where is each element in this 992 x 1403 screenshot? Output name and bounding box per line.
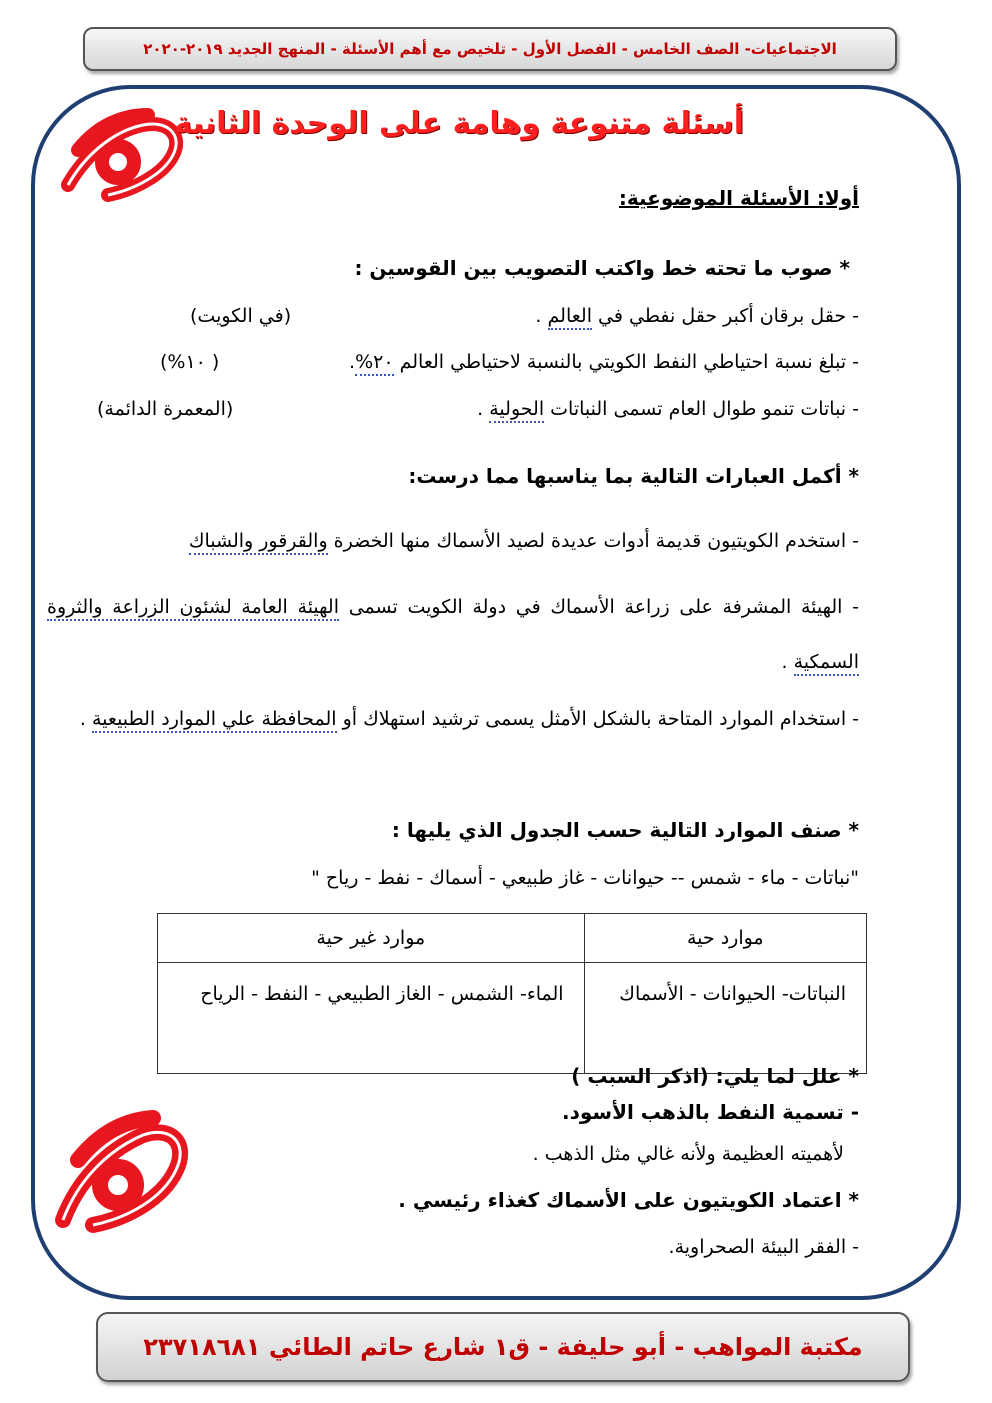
q1-item-2-marked: ٢٠% (355, 351, 393, 376)
header-text: الاجتماعيات- الصف الخامس - الفصل الأول - تلخيص مع أهم الأسئلة - المنهج الجديد ٢٠١٩-٢٠٢٠ (143, 40, 837, 58)
q2-item-3 (47, 692, 859, 747)
q1-item-3-text: - نباتات تنمو طوال العام تسمى النباتات (544, 398, 859, 420)
section-heading: أولا: الأسئلة الموضوعية: (618, 186, 859, 210)
q1-answer-3: (المعمرة الدائمة) (97, 398, 234, 420)
q2-item-3-text: - استخدام الموارد المتاحة بالشكل الأمثل يسمى ترشيد استهلاك أو (336, 708, 859, 730)
q3-instruction: * صنف الموارد التالية حسب الجدول الذي يليها : (391, 818, 859, 842)
q4-instruction: * علل لما يلي: (اذكر السبب ) (571, 1064, 859, 1088)
q1-item-1-marked: العالم (548, 305, 592, 330)
q1-item-2-post: . (349, 351, 356, 373)
q1-item-3 (477, 398, 859, 420)
q1-item-1-post: . (535, 305, 548, 327)
table-header-nonliving: موارد غير حية (158, 914, 585, 963)
q2-item-2-text: - الهيئة المشرفة على زراعة الأسماك في دولة الكويت تسمى (339, 596, 859, 618)
q1-item-1-text: - حقل برقان أكبر حقل نفطي في (591, 305, 859, 327)
q1-item-2 (349, 351, 859, 373)
q1-item-1 (535, 305, 859, 327)
q2-item-2 (47, 580, 859, 690)
q2-instruction: * أكمل العبارات التالية بما يناسبها مما درست: (408, 464, 859, 488)
classification-table (157, 913, 867, 1074)
q2-item-1-marked: والقرقور والشباك (189, 530, 328, 555)
q4-answer-2: - الفقر البيئة الصحراوية. (668, 1236, 859, 1258)
table-header-living: موارد حية (584, 914, 866, 963)
q1-answer-1: (في الكويت) (190, 305, 292, 327)
almawaheb-logo-icon-bottom (38, 1090, 198, 1255)
q1-item-3-post: . (477, 398, 490, 420)
q2-item-3-marked: المحافظة علي الموارد الطبيعية (92, 708, 337, 733)
q3-list: "نباتات - ماء - شمس -- حيوانات - غاز طبيعي - أسماك - نفط - رياح " (311, 867, 859, 889)
table-cell-living: النباتات- الحيوانات - الأسماك (584, 963, 866, 1074)
q1-answer-2: ( ١٠%) (160, 351, 220, 373)
footer-text: مكتبة المواهب - أبو حليفة - ق١ شارع حاتم الطائي ٢٣٧١٨٦٨١ (143, 1333, 863, 1361)
q4-item-1: - تسمية النفط بالذهب الأسود. (562, 1100, 859, 1124)
q4-answer-1: لأهميته العظيمة ولأنه غالي مثل الذهب . (532, 1143, 844, 1165)
q4-item-2: * اعتماد الكويتيون على الأسماك كغذاء رئيسي . (398, 1188, 859, 1212)
header-bar (83, 27, 897, 71)
footer-bar (96, 1312, 910, 1382)
page-title: أسئلة متنوعة وهامة على الوحدة الثانية (174, 106, 744, 141)
q2-item-1 (189, 530, 859, 552)
q1-item-2-text: - تبلغ نسبة احتياطي النفط الكويتي بالنسبة لاحتياطي العالم (393, 351, 859, 373)
q2-item-2-marked: الهيئة العامة لشئون الزراعة والثروة السمكية (47, 596, 859, 676)
q2-item-2-post: . (781, 651, 794, 673)
q1-item-3-marked: الحولية (489, 398, 544, 423)
logo-text: المواهب (116, 1240, 120, 1241)
q2-item-1-text: - استخدم الكويتيون قديمة أدوات عديدة لصيد الأسماك منها الخضرة (327, 530, 859, 552)
q1-instruction: * صوب ما تحته خط واكتب التصويب بين القوسين : (354, 256, 850, 280)
table-cell-nonliving: الماء- الشمس - الغاز الطبيعي - النفط - الرياح (158, 963, 585, 1074)
q2-item-3-post: . (79, 708, 92, 730)
